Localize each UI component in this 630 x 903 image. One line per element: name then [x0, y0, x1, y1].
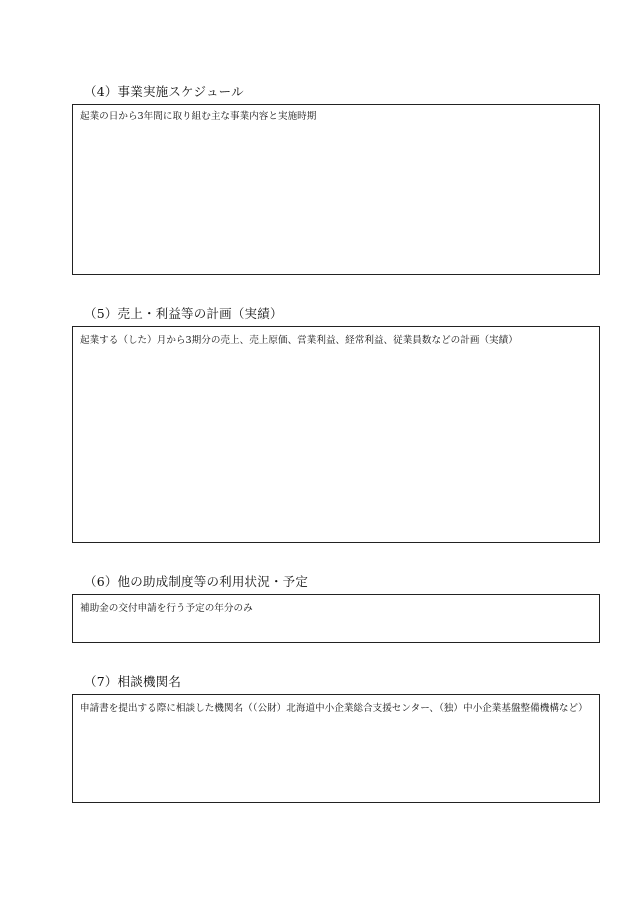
box-hint-text: 申請書を提出する際に相談した機関名（（公財）北海道中小企業総合支援センター、（独）中小企業基盤整備機構など） [80, 703, 588, 714]
section-title: （7）相談機関名 [84, 674, 182, 689]
schedule-entry-box[interactable] [72, 104, 600, 275]
box-hint-text: 起業の日から3年間に取り組む主な事業内容と実施時期 [80, 111, 317, 122]
consultation-org-entry-box[interactable] [72, 694, 600, 803]
section-title: （4）事業実施スケジュール [84, 84, 244, 99]
section-title: （6）他の助成制度等の利用状況・予定 [84, 574, 309, 589]
other-subsidies-entry-box[interactable] [72, 594, 600, 643]
section-title: （5）売上・利益等の計画（実績） [84, 306, 283, 321]
sales-plan-entry-box[interactable] [72, 326, 600, 543]
box-hint-text: 補助金の交付申請を行う予定の年分のみ [80, 603, 253, 614]
box-hint-text: 起業する（した）月から3期分の売上、売上原価、営業利益、経常利益、従業員数などの計画（実績） [80, 335, 518, 346]
